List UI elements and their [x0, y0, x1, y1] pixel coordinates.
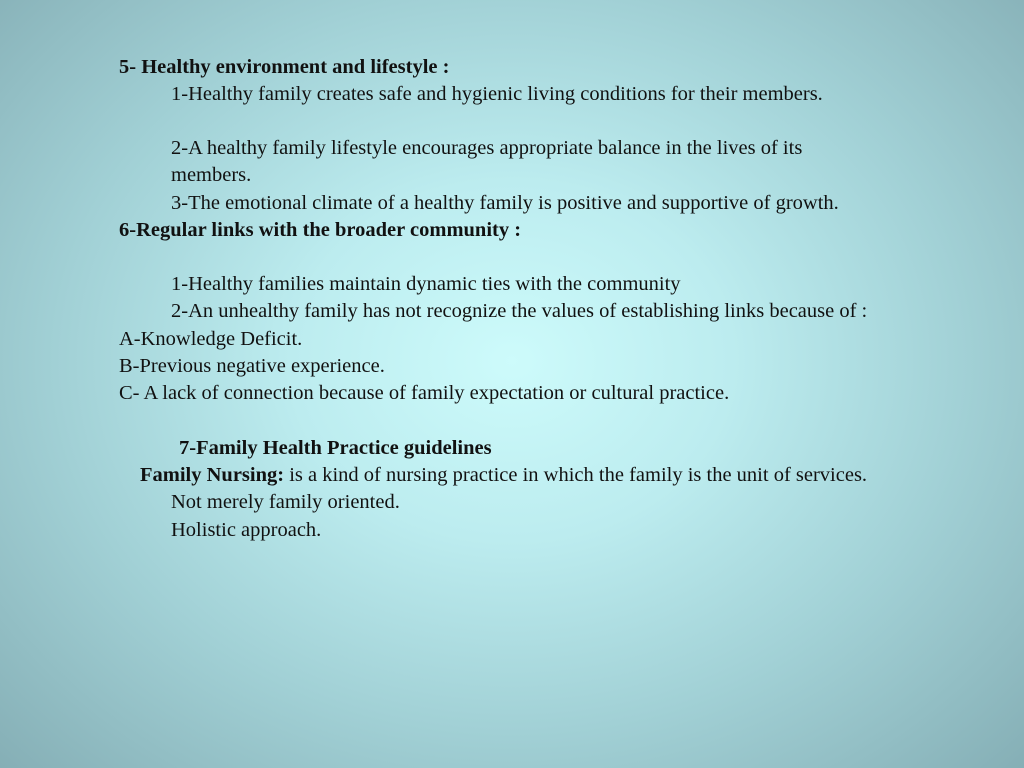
section-6-reason-a: A-Knowledge Deficit. [119, 328, 303, 350]
section-7-point-2: Holistic approach. [171, 519, 322, 541]
section-6-heading: 6-Regular links with the broader community : [119, 219, 522, 241]
section-7-heading: 7-Family Health Practice guidelines [179, 437, 492, 459]
section-5-item-1: 1-Healthy family creates safe and hygienic living conditions for their members. [171, 83, 823, 105]
section-5-heading: 5- Healthy environment and lifestyle : [119, 56, 450, 78]
family-nursing-term: Family Nursing: [140, 464, 285, 486]
section-6-reason-c: C- A lack of connection because of family expectation or cultural practice. [119, 382, 730, 404]
family-nursing-text: is a kind of nursing practice in which the family is the unit of services. [284, 464, 868, 486]
section-5-item-3: 3-The emotional climate of a healthy family is positive and supportive of growth. [171, 192, 839, 214]
section-6-item-2: 2-An unhealthy family has not recognize the values of establishing links because of : [171, 300, 868, 322]
section-5-item-2-line-1: 2-A healthy family lifestyle encourages appropriate balance in the lives of its [171, 137, 803, 159]
family-nursing-definition [140, 463, 867, 487]
section-5-item-2-line-2: members. [171, 164, 252, 186]
section-7-point-1: Not merely family oriented. [171, 491, 400, 513]
section-6-reason-b: B-Previous negative experience. [119, 355, 385, 377]
section-6-item-1: 1-Healthy families maintain dynamic ties with the community [171, 273, 681, 295]
